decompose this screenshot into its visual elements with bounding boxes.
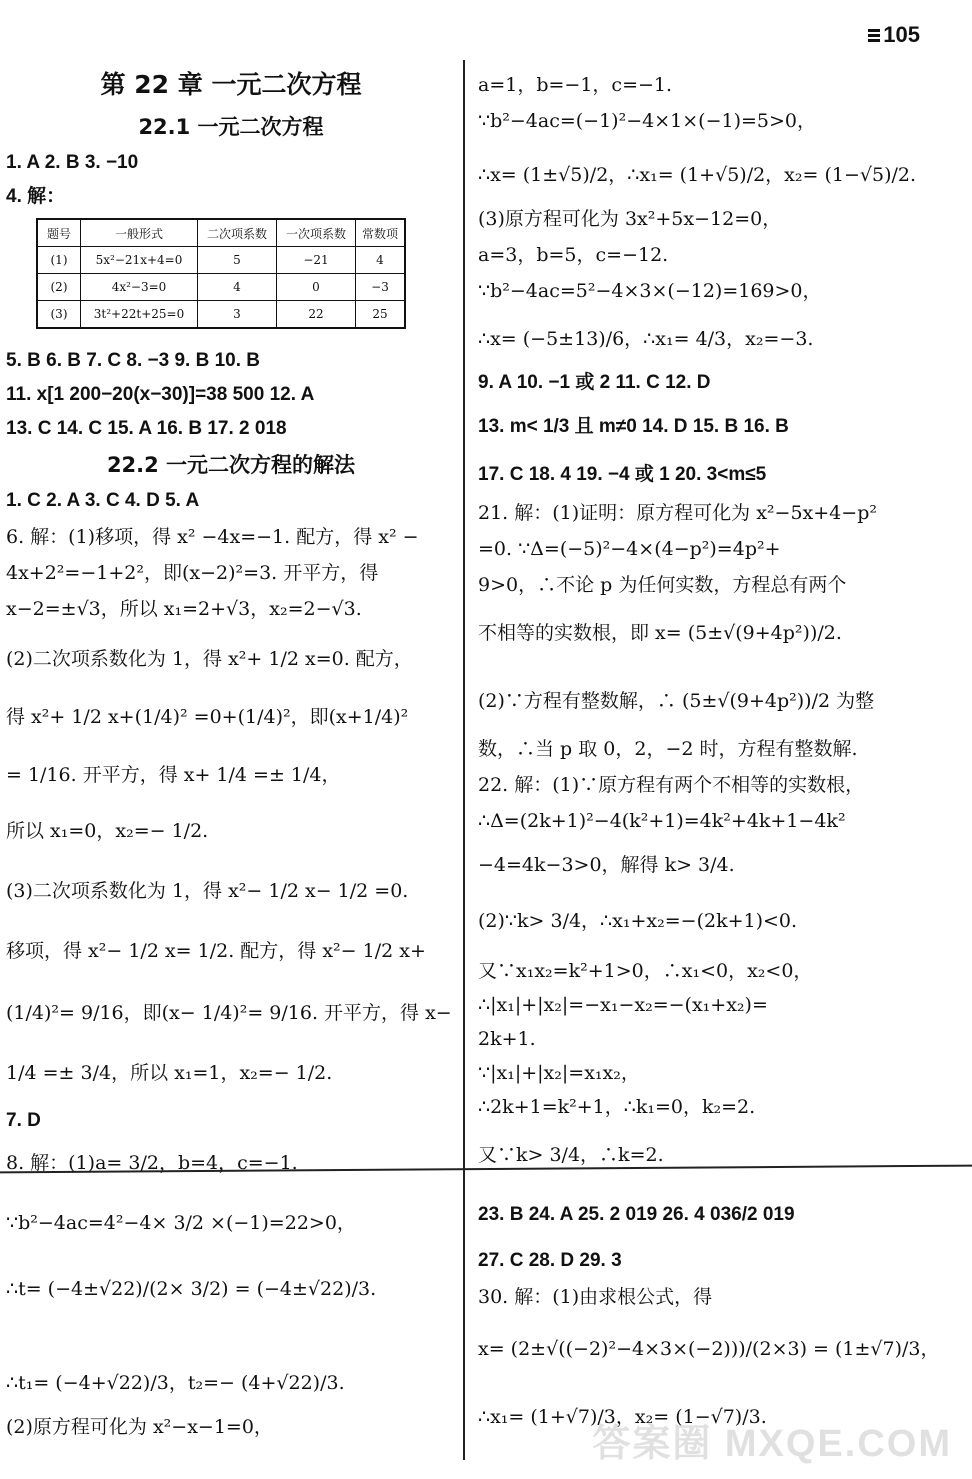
watermark-logo: 答案圈 MXQE.COM: [592, 1423, 952, 1465]
table-header: 一次项系数: [277, 219, 356, 247]
solution-line: 又∵x₁x₂=k²+1>0，∴x₁<0，x₂<0，: [478, 960, 813, 982]
solution-line: (3)原方程可化为 3x²+5x−12=0，: [478, 208, 782, 230]
solution-line: ∴t₁= (−4+√22)/3，t₂=− (4+√22)/3.: [6, 1372, 345, 1394]
table-row: [37, 274, 405, 301]
solution-line: 所以 x₁=0，x₂=− 1/2.: [6, 820, 209, 842]
solution-line: = 1/16. 开平方，得 x+ 1/4 =± 1/4，: [6, 764, 341, 786]
page-marker-icon: [868, 29, 880, 43]
solution-line: ∵b²−4ac=4²−4× 3/2 ×(−1)=22>0，: [6, 1212, 356, 1234]
table-cell: 3: [198, 301, 277, 329]
table-cell: 25: [356, 301, 406, 329]
solution-line: −4=4k−3>0，解得 k> 3/4.: [478, 854, 735, 876]
solution-line: (2)二次项系数化为 1，得 x²+ 1/2 x=0. 配方，: [6, 648, 413, 670]
solution-line: (2)∵k> 3/4，∴x₁+x₂=−(2k+1)<0.: [478, 910, 798, 932]
solution-line: 数，∴当 p 取 0，2，−2 时，方程有整数解.: [478, 738, 858, 760]
chapter-title: 第 22 章 一元二次方程: [100, 70, 362, 99]
answer-line: 9. A 10. −1 或 2 11. C 12. D: [478, 372, 711, 393]
table-row: [37, 301, 405, 329]
solution-line: ∴2k+1=k²+1，∴k₁=0，k₂=2.: [478, 1096, 756, 1118]
table-cell: (3): [37, 301, 81, 329]
solution-line: 8. 解：(1)a= 3/2，b=4，c=−1.: [6, 1152, 298, 1174]
solution-line: a=3，b=5，c=−12.: [478, 244, 669, 266]
table-row: [37, 247, 405, 274]
table-header: 二次项系数: [198, 219, 277, 247]
solution-line: ∴x₁= (1+√7)/3，x₂= (1−√7)/3.: [478, 1406, 767, 1428]
answer-line: 13. m< 1/3 且 m≠0 14. D 15. B 16. B: [478, 416, 789, 437]
solution-line: 22. 解：(1)∵原方程有两个不相等的实数根，: [478, 774, 865, 796]
solution-line: x−2=±√3，所以 x₁=2+√3，x₂=2−√3.: [6, 598, 362, 620]
section-title-22-1: 22.1 一元二次方程: [138, 115, 324, 139]
table-cell: 4x²−3=0: [81, 274, 198, 301]
solution-line: 9>0，∴不论 p 为任何实数，方程总有两个: [478, 574, 847, 596]
answer-line: 27. C 28. D 29. 3: [478, 1250, 622, 1271]
solution-line: a=1，b=−1，c=−1.: [478, 74, 673, 96]
solution-line: 移项，得 x²− 1/2 x= 1/2. 配方，得 x²− 1/2 x+: [6, 940, 426, 962]
solution-line: x= (2±√((−2)²−4×3×(−2)))/(2×3) = (1±√7)/3，: [478, 1338, 940, 1360]
solution-line: 2k+1.: [478, 1028, 536, 1050]
section-title-22-2: 22.2 一元二次方程的解法: [106, 453, 356, 477]
solution-line: ∴|x₁|+|x₂|=−x₁−x₂=−(x₁+x₂)=: [478, 994, 768, 1016]
answer-line: 13. C 14. C 15. A 16. B 17. 2 018: [6, 418, 287, 439]
solution-line: (2)∵方程有整数解，∴ (5±√(9+4p²))/2 为整: [478, 690, 875, 712]
solution-line: 又∵k> 3/4，∴k=2.: [478, 1144, 664, 1166]
answer-line: 17. C 18. 4 19. −4 或 1 20. 3<m≤5: [478, 464, 767, 485]
answer-line: 11. x[1 200−20(x−30)]=38 500 12. A: [6, 384, 315, 405]
solution-line: ∴x= (−5±13)/6，∴x₁= 4/3，x₂=−3.: [478, 328, 814, 350]
solution-line: 4x+2²=−1+2²，即(x−2)²=3. 开平方，得: [6, 562, 379, 584]
table-cell: 0: [277, 274, 356, 301]
table-cell: 5: [198, 247, 277, 274]
solution-line: ∵|x₁|+|x₂|=x₁x₂，: [478, 1062, 640, 1084]
table-cell: (1): [37, 247, 81, 274]
table-header: 一般形式: [81, 219, 198, 247]
coefficient-table: [36, 218, 406, 329]
solution-line: 不相等的实数根，即 x= (5±√(9+4p²))/2.: [478, 622, 842, 644]
solution-line: 6. 解：(1)移项，得 x² −4x=−1. 配方，得 x² −: [6, 526, 419, 548]
column-divider: [463, 60, 465, 1460]
solution-line: 21. 解：(1)证明：原方程可化为 x²−5x+4−p²: [478, 502, 877, 524]
solution-line: (3)二次项系数化为 1，得 x²− 1/2 x− 1/2 =0.: [6, 880, 409, 902]
table-cell: 5x²−21x+4=0: [81, 247, 198, 274]
page-number: 105: [868, 22, 920, 48]
solution-line: ∴t= (−4±√22)/(2× 3/2) = (−4±√22)/3.: [6, 1278, 377, 1300]
answer-line: 1. C 2. A 3. C 4. D 5. A: [6, 490, 200, 511]
solution-line: 得 x²+ 1/2 x+(1/4)² =0+(1/4)²，即(x+1/4)²: [6, 706, 409, 728]
table-cell: −21: [277, 247, 356, 274]
solution-line: ∴Δ=(2k+1)²−4(k²+1)=4k²+4k+1−4k²: [478, 810, 846, 832]
table-cell: (2): [37, 274, 81, 301]
table-cell: 4: [356, 247, 406, 274]
answer-line: 5. B 6. B 7. C 8. −3 9. B 10. B: [6, 350, 260, 371]
solution-line: ∴x= (1±√5)/2，∴x₁= (1+√5)/2，x₂= (1−√5)/2.: [478, 164, 917, 186]
solution-line: ∵b²−4ac=(−1)²−4×1×(−1)=5>0，: [478, 110, 817, 132]
table-header: 题号: [37, 219, 81, 247]
table-header: 常数项: [356, 219, 406, 247]
table-cell: −3: [356, 274, 406, 301]
solution-line: (2)原方程可化为 x²−x−1=0，: [6, 1416, 273, 1438]
table-cell: 22: [277, 301, 356, 329]
answer-line: 4. 解：: [6, 186, 66, 207]
solution-line: 1/4 =± 3/4，所以 x₁=1，x₂=− 1/2.: [6, 1062, 333, 1084]
solution-line: =0. ∵Δ=(−5)²−4×(4−p²)=4p²+: [478, 538, 781, 560]
solution-line: 30. 解：(1)由求根公式，得: [478, 1286, 713, 1308]
table-header-row: [37, 219, 405, 247]
answer-line: 7. D: [6, 1110, 41, 1131]
solution-line: (1/4)²= 9/16，即(x− 1/4)²= 9/16. 开平方，得 x−: [6, 1002, 452, 1024]
solution-line: ∵b²−4ac=5²−4×3×(−12)=169>0，: [478, 280, 822, 302]
answer-line: 1. A 2. B 3. −10: [6, 152, 139, 173]
answer-line: 23. B 24. A 25. 2 019 26. 4 036/2 019: [478, 1204, 795, 1225]
table-cell: 4: [198, 274, 277, 301]
table-cell: 3t²+22t+25=0: [81, 301, 198, 329]
